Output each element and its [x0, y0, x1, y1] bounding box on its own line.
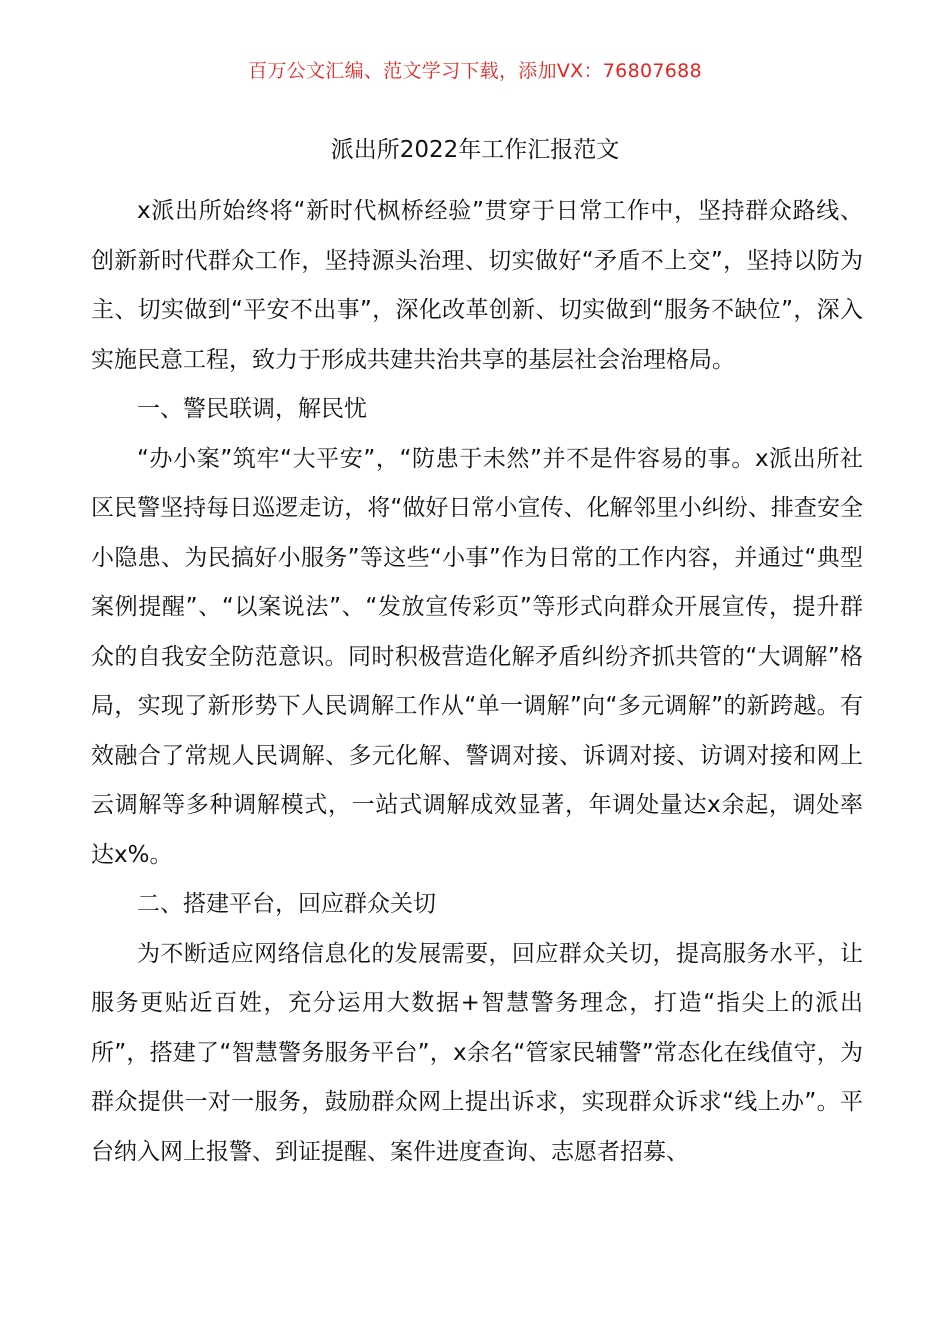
section-heading-2: 二、搭建平台，回应群众关切: [137, 891, 436, 917]
section-heading-1: 一、警民联调，解民忧: [137, 396, 367, 422]
paragraph-intro: x派出所始终将“新时代枫桥经验”贯穿于日常工作中，坚持群众路线、创新新时代群众工作，坚持源头治理、切实做好“矛盾不上交”，坚持以防为主、切实做到“平安不出事”，深化改革创新、切实做到“服务不缺位”，深入实施民意工程，致力于形成共建共治共享的基层社会治理格局。: [91, 198, 863, 373]
document-body: [91, 187, 863, 1177]
paragraph-section-2: 为不断适应网络信息化的发展需要，回应群众关切，提高服务水平，让服务更贴近百姓，充分运用大数据+智慧警务理念，打造“指尖上的派出所”，搭建了“智慧警务服务平台”，x余名“管家民辅警”常态化在线值守，为群众提供一对一服务，鼓励群众网上提出诉求，实现群众诉求“线上办”。平台纳入网上报警、到证提醒、案件进度查询、志愿者招募、: [91, 940, 863, 1165]
header-notice: 百万公文汇编、范文学习下载，添加VX：76807688: [248, 60, 702, 82]
document-title: 派出所2022年工作汇报范文: [330, 137, 620, 163]
paragraph-section-1: “办小案”筑牢“大平安”，“防患于未然”并不是件容易的事。x派出所社区民警坚持每日巡逻走访，将“做好日常小宣传、化解邻里小纠纷、排查安全小隐患、为民搞好小服务”等这些“小事”作为日常的工作内容，并通过“典型案例提醒”、“以案说法”、“发放宣传彩页”等形式向群众开展宣传，提升群众的自我安全防范意识。同时积极营造化解矛盾纠纷齐抓共管的“大调解”格局，实现了新形势下人民调解工作从“单一调解”向“多元调解”的新跨越。有效融合了常规人民调解、多元化解、警调对接、诉调对接、访调对接和网上云调解等多种调解模式，一站式调解成效显著，年调处量达x余起，调处率达x%。: [91, 445, 863, 868]
